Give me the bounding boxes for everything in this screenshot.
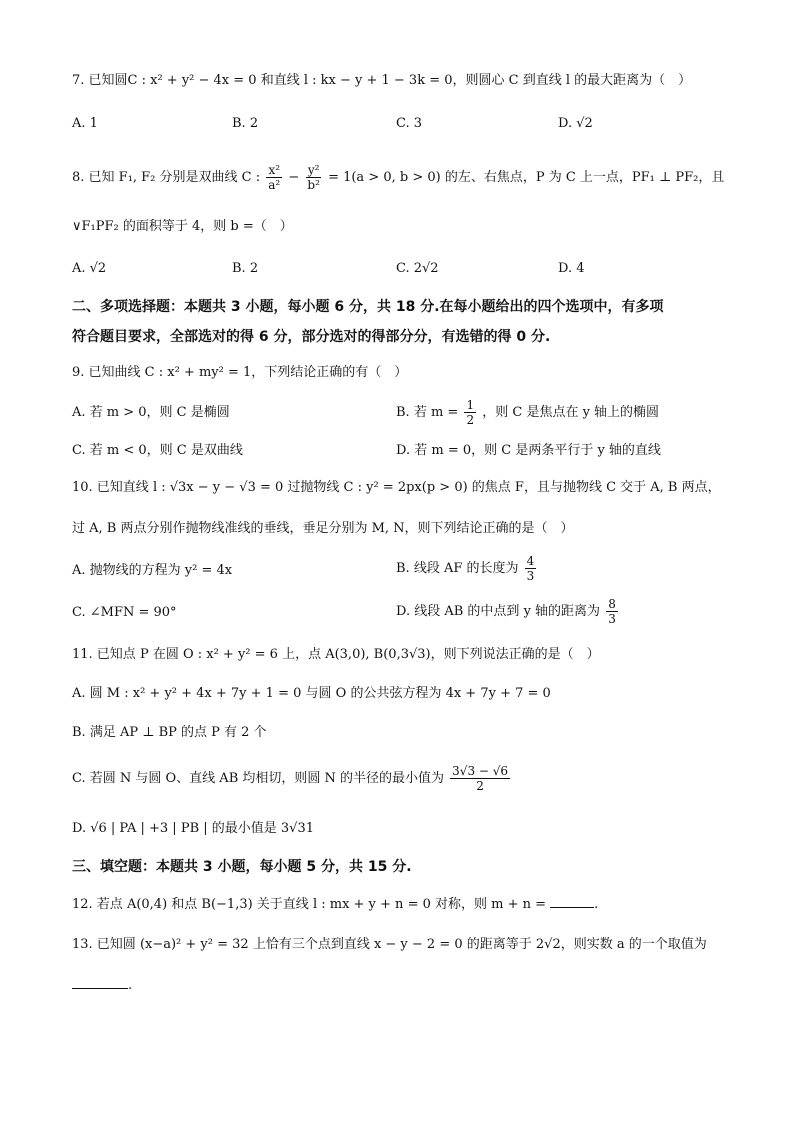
q8-stem-line1 bbox=[72, 160, 724, 196]
section2-heading-line1: 二、多项选择题：本题共 3 小题，每小题 6 分，共 18 分.在每小题给出的四个选项中，有多项 bbox=[72, 299, 664, 315]
q8-frac2-den: b² bbox=[307, 178, 320, 192]
q8-frac2-num: y² bbox=[307, 163, 320, 177]
q10-optb-num: 4 bbox=[526, 554, 535, 568]
q9-option-d: D. 若 m = 0，则 C 是两条平行于 y 轴的直线 bbox=[396, 443, 661, 458]
q8-option-d: D. 4 bbox=[558, 261, 585, 276]
q7-option-c: C. 3 bbox=[396, 116, 423, 131]
q7-option-b: B. 2 bbox=[232, 116, 259, 131]
q11-option-c bbox=[72, 760, 512, 798]
q8-suffix: = 1(a > 0, b > 0) 的左、右焦点，P 为 C 上一点，PF₁ ⊥ PF₂，且 bbox=[328, 170, 725, 185]
q8-option-c: C. 2√2 bbox=[396, 261, 439, 276]
q11-option-d: D. √6 | PA | +3 | PB | 的最小值是 3√31 bbox=[72, 821, 314, 836]
q7-option-d: D. √2 bbox=[558, 116, 593, 131]
q8-frac1-num: x² bbox=[268, 163, 281, 177]
section2-heading-line2: 符合题目要求，全部选对的得 6 分，部分选对的得部分分，有选错的得 0 分. bbox=[72, 329, 551, 345]
section3-heading: 三、填空题：本题共 3 小题，每小题 5 分，共 15 分. bbox=[72, 859, 412, 875]
q9-stem: 9. 已知曲线 C : x² + my² = 1，下列结论正确的有（ ） bbox=[72, 365, 408, 380]
q12-answer-blank[interactable] bbox=[550, 893, 594, 908]
q9-option-b bbox=[396, 394, 659, 432]
q10-optd-den: 3 bbox=[608, 612, 616, 626]
q11-optc-fraction bbox=[450, 764, 510, 793]
q10-optd-fraction bbox=[606, 597, 618, 626]
q10-optb-den: 3 bbox=[526, 569, 535, 583]
q10-stem-line1: 10. 已知直线 l : √3x − y − √3 = 0 过抛物线 C : y² = 2px(p > 0) 的焦点 F，且与抛物线 C 交于 A, B 两点， bbox=[72, 480, 721, 495]
q13-answer-blank[interactable] bbox=[72, 974, 128, 989]
q10-optd-prefix: D. 线段 AB 的中点到 y 轴的距离为 bbox=[396, 604, 601, 619]
q11-stem: 11. 已知点 P 在圆 O : x² + y² = 6 上，点 A(3,0), B(0,3√3)，则下列说法正确的是（ ） bbox=[72, 647, 600, 662]
q7-option-a: A. 1 bbox=[72, 116, 98, 131]
q10-option-c: C. ∠MFN = 90° bbox=[72, 605, 177, 620]
q8-minus: − bbox=[288, 170, 300, 185]
q10-optb-fraction bbox=[525, 554, 537, 583]
q11-option-a: A. 圆 M : x² + y² + 4x + 7y + 1 = 0 与圆 O 的公共弦方程为 4x + 7y + 7 = 0 bbox=[72, 686, 551, 701]
q10-optb-prefix: B. 线段 AF 的长度为 bbox=[396, 561, 519, 576]
q11-optc-prefix: C. 若圆 N 与圆 O、直线 AB 均相切，则圆 N 的半径的最小值为 bbox=[72, 771, 445, 786]
q12-stem-line bbox=[72, 893, 598, 916]
q13-end: . bbox=[128, 978, 133, 993]
q9-option-c: C. 若 m < 0，则 C 是双曲线 bbox=[72, 443, 243, 458]
q9-optb-fraction bbox=[464, 398, 476, 427]
q11-option-b: B. 满足 AP ⊥ BP 的点 P 有 2 个 bbox=[72, 725, 267, 740]
q12-stem: 12. 若点 A(0,4) 和点 B(−1,3) 关于直线 l : mx + y + n = 0 对称，则 m + n = bbox=[72, 897, 547, 912]
q13-stem: 13. 已知圆 (x−a)² + y² = 32 上恰有三个点到直线 x − y − 2 = 0 的距离等于 2√2，则实数 a 的一个取值为 bbox=[72, 937, 707, 952]
q10-option-a: A. 抛物线的方程为 y² = 4x bbox=[72, 563, 233, 578]
q8-frac1-den: a² bbox=[268, 178, 281, 192]
q8-prefix: 8. 已知 F₁, F₂ 分别是双曲线 C : bbox=[72, 170, 261, 185]
q8-stem-line2: ∨F₁PF₂ 的面积等于 4，则 b =（ ） bbox=[72, 219, 293, 234]
q11-optc-den: 2 bbox=[476, 779, 484, 793]
q11-optc-num: 3√3 − √6 bbox=[452, 764, 509, 778]
q8-fraction-y bbox=[305, 163, 322, 192]
q10-option-b bbox=[396, 550, 538, 588]
q9-optb-suffix: ，则 C 是焦点在 y 轴上的椭圆 bbox=[482, 405, 660, 420]
q7-stem: 7. 已知圆C : x² + y² − 4x = 0 和直线 l : kx − y + 1 − 3k = 0，则圆心 C 到直线 l 的最大距离为（ ） bbox=[72, 73, 692, 88]
q8-option-a: A. √2 bbox=[72, 261, 107, 276]
q9-optb-prefix: B. 若 m = bbox=[396, 405, 459, 420]
q9-option-a: A. 若 m > 0，则 C 是椭圆 bbox=[72, 405, 230, 420]
q8-fraction-x bbox=[266, 163, 282, 192]
q10-stem-line2: 过 A, B 两点分别作抛物线准线的垂线，垂足分别为 M, N，则下列结论正确的是（ ） bbox=[72, 521, 574, 536]
q10-option-d bbox=[396, 593, 620, 631]
q10-optd-num: 8 bbox=[608, 597, 616, 611]
q13-answer-line bbox=[72, 974, 132, 997]
q8-option-b: B. 2 bbox=[232, 261, 259, 276]
q9-optb-num: 1 bbox=[466, 398, 475, 412]
q9-optb-den: 2 bbox=[466, 413, 475, 427]
q12-end: . bbox=[594, 897, 599, 912]
